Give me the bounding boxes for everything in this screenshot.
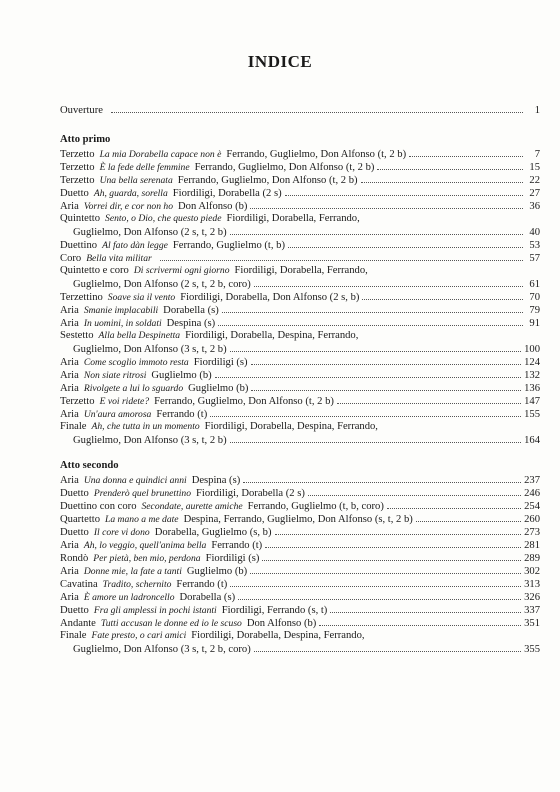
index-entry bbox=[60, 199, 540, 212]
page-number: 260 bbox=[524, 514, 540, 525]
index-entry-continuation bbox=[60, 642, 540, 655]
entry-roles: Fiordiligi, Dorabella, Despina, Ferrando, bbox=[185, 330, 359, 341]
dot-leader bbox=[308, 486, 521, 496]
dot-leader bbox=[215, 368, 521, 378]
index-entry bbox=[60, 160, 540, 173]
dot-leader bbox=[230, 577, 521, 587]
dot-leader bbox=[387, 499, 521, 509]
dot-leader bbox=[285, 186, 523, 196]
page-number: 337 bbox=[524, 605, 540, 616]
dot-leader bbox=[230, 225, 523, 235]
entry-roles: Fiordiligi (s) bbox=[193, 357, 248, 368]
entry-aria-title: Un'aura amorosa bbox=[83, 409, 152, 420]
page-number: 246 bbox=[524, 488, 540, 499]
index-entry bbox=[60, 147, 540, 160]
index-entry bbox=[60, 420, 540, 433]
act1-list bbox=[60, 147, 540, 446]
page-number: 302 bbox=[524, 566, 540, 577]
page-number: 155 bbox=[524, 409, 540, 420]
entry-aria-title: Sento, o Dio, che questo piede bbox=[105, 213, 222, 224]
entry-type: Terzetto bbox=[60, 175, 95, 186]
index-entry bbox=[60, 368, 540, 381]
entry-roles: Ferrando (t) bbox=[176, 579, 228, 590]
entry-type: Coro bbox=[60, 253, 82, 264]
entry-roles: Despina, Ferrando, Guglielmo, Don Alfonso (s, t, 2 b) bbox=[183, 514, 413, 525]
page-number: 57 bbox=[529, 253, 540, 264]
entry-aria-title: È la fede delle femmine bbox=[99, 162, 190, 173]
entry-type: Ouverture bbox=[60, 105, 103, 116]
dot-leader bbox=[416, 512, 521, 522]
entry-aria-title: In uomini, in soldati bbox=[83, 318, 162, 329]
page-number: 136 bbox=[524, 383, 540, 394]
dot-leader bbox=[319, 616, 521, 626]
page-number: 124 bbox=[524, 357, 540, 368]
entry-roles: Ferrando, Guglielmo, Don Alfonso (t, 2 b) bbox=[154, 396, 334, 407]
dot-leader bbox=[250, 564, 521, 574]
page-number: 100 bbox=[524, 344, 540, 355]
dot-leader bbox=[210, 407, 521, 417]
entry-aria-title: Fra gli amplessi in pochi istanti bbox=[93, 605, 217, 616]
entry-type: Aria bbox=[60, 370, 79, 381]
entry-type: Aria bbox=[60, 540, 79, 551]
entry-roles-continued: Guglielmo, Don Alfonso (3 s, t, 2 b) bbox=[73, 435, 227, 446]
entry-roles: Fiordiligi, Dorabella (2 s) bbox=[196, 488, 305, 499]
page-number: 164 bbox=[524, 435, 540, 446]
entry-roles-continued: Guglielmo, Don Alfonso (2 s, t, 2 b) bbox=[73, 227, 227, 238]
index-entry bbox=[60, 173, 540, 186]
entry-aria-title: E voi ridete? bbox=[99, 396, 150, 407]
dot-leader bbox=[230, 433, 522, 443]
entry-roles: Fiordiligi, Dorabella, Ferrando, bbox=[226, 213, 360, 224]
entry-aria-title: Smanie implacabili bbox=[83, 305, 159, 316]
index-entry bbox=[60, 525, 540, 538]
entry-roles-continued: Guglielmo, Don Alfonso (3 s, t, 2 b) bbox=[73, 344, 227, 355]
ouverture-entry bbox=[60, 103, 540, 116]
dot-leader bbox=[218, 316, 523, 326]
page-number: 326 bbox=[524, 592, 540, 603]
index-entry-continuation bbox=[60, 433, 540, 446]
page-number: 36 bbox=[529, 201, 540, 212]
index-entry bbox=[60, 186, 540, 199]
entry-type: Aria bbox=[60, 566, 79, 577]
entry-aria-title: Soave sia il vento bbox=[107, 292, 176, 303]
entry-roles: Ferrando, Guglielmo (t, b) bbox=[172, 240, 285, 251]
page-number: 313 bbox=[524, 579, 540, 590]
page-number: 147 bbox=[524, 396, 540, 407]
entry-aria-title: Ah, che tutta in un momento bbox=[91, 421, 200, 432]
entry-aria-title: Tutti accusan le donne ed io le scuso bbox=[100, 618, 242, 629]
entry-type: Aria bbox=[60, 318, 79, 329]
dot-leader bbox=[409, 147, 523, 157]
entry-roles: Ferrando, Guglielmo, Don Alfonso (t, 2 b) bbox=[194, 162, 375, 173]
page-number: 91 bbox=[529, 318, 540, 329]
index-entry bbox=[60, 616, 540, 629]
index-entry bbox=[60, 486, 540, 499]
index-entry bbox=[60, 329, 540, 342]
page-number: 1 bbox=[534, 105, 540, 116]
page-number: 15 bbox=[529, 162, 540, 173]
dot-leader bbox=[238, 590, 521, 600]
entry-type: Quintetto bbox=[60, 213, 101, 224]
entry-roles: Guglielmo (b) bbox=[188, 383, 249, 394]
entry-roles: Despina (s) bbox=[191, 475, 241, 486]
entry-roles: Dorabella (s) bbox=[179, 592, 236, 603]
entry-type: Terzetto bbox=[60, 162, 95, 173]
index-entry bbox=[60, 473, 540, 486]
entry-type: Rondò bbox=[60, 553, 89, 564]
entry-type: Finale bbox=[60, 630, 87, 641]
entry-type: Terzetto bbox=[60, 396, 95, 407]
entry-type: Duettino con coro bbox=[60, 501, 137, 512]
entry-aria-title: È amore un ladroncello bbox=[83, 592, 175, 603]
entry-aria-title: Per pietà, ben mio, perdona bbox=[93, 553, 201, 564]
index-entry-continuation bbox=[60, 225, 540, 238]
page-number: 254 bbox=[524, 501, 540, 512]
entry-type: Cavatina bbox=[60, 579, 98, 590]
entry-type: Finale bbox=[60, 421, 87, 432]
act2-heading: Atto secondo bbox=[60, 460, 119, 471]
dot-leader bbox=[243, 473, 521, 483]
page-number: 79 bbox=[529, 305, 540, 316]
entry-roles: Fiordiligi, Dorabella (2 s) bbox=[172, 188, 282, 199]
entry-roles: Dorabella (s) bbox=[163, 305, 219, 316]
dot-leader bbox=[160, 251, 523, 261]
entry-roles: Guglielmo (b) bbox=[186, 566, 248, 577]
entry-type: Aria bbox=[60, 592, 79, 603]
entry-aria-title: Al fato dàn legge bbox=[102, 240, 168, 251]
act2-list bbox=[60, 473, 540, 655]
page-number: 7 bbox=[534, 149, 540, 160]
dot-leader bbox=[288, 238, 523, 248]
dot-leader bbox=[262, 551, 521, 561]
entry-roles: Don Alfonso (b) bbox=[178, 201, 248, 212]
dot-leader bbox=[251, 355, 522, 365]
entry-roles: Ferrando, Guglielmo, Don Alfonso (t, 2 b) bbox=[226, 149, 407, 160]
index-entry bbox=[60, 629, 540, 642]
entry-roles: Fiordiligi (s) bbox=[205, 553, 260, 564]
dot-leader bbox=[337, 394, 521, 404]
entry-roles: Ferrando, Guglielmo, Don Alfonso (t, 2 b) bbox=[177, 175, 358, 186]
page-number: 351 bbox=[524, 618, 540, 629]
entry-aria-title: Secondate, aurette amiche bbox=[141, 501, 243, 512]
entry-type: Duettino bbox=[60, 240, 98, 251]
page-number: 40 bbox=[529, 227, 540, 238]
dot-leader bbox=[254, 277, 523, 287]
index-entries bbox=[60, 103, 540, 655]
index-entry bbox=[60, 590, 540, 603]
dot-leader bbox=[230, 342, 522, 352]
entry-aria-title: Prenderò quel brunettino bbox=[93, 488, 192, 499]
entry-type: Aria bbox=[60, 305, 79, 316]
dot-leader bbox=[111, 103, 523, 113]
index-entry bbox=[60, 290, 540, 303]
entry-aria-title: Rivolgete a lui lo sguardo bbox=[83, 383, 184, 394]
entry-aria-title: Ah, guarda, sorella bbox=[93, 188, 168, 199]
page-number: 22 bbox=[529, 175, 540, 186]
entry-aria-title: Non siate ritrosi bbox=[83, 370, 147, 381]
entry-type: Aria bbox=[60, 475, 79, 486]
entry-aria-title: Fate presto, o cari amici bbox=[91, 630, 187, 641]
entry-aria-title: Donne mie, la fate a tanti bbox=[83, 566, 182, 577]
page-number: 27 bbox=[529, 188, 540, 199]
entry-roles: Guglielmo (b) bbox=[151, 370, 212, 381]
entry-aria-title: Vorrei dir, e cor non ho bbox=[83, 201, 174, 212]
index-entry bbox=[60, 303, 540, 316]
page-number: 53 bbox=[529, 240, 540, 251]
entry-type: Aria bbox=[60, 409, 79, 420]
index-entry-continuation bbox=[60, 342, 540, 355]
index-entry bbox=[60, 251, 540, 264]
entry-type: Aria bbox=[60, 357, 79, 368]
entry-roles: Ferrando (t) bbox=[211, 540, 263, 551]
entry-type: Duetto bbox=[60, 188, 89, 199]
page-number: 61 bbox=[529, 279, 540, 290]
dot-leader bbox=[251, 381, 521, 391]
entry-roles: Fiordiligi, Dorabella, Ferrando, bbox=[234, 265, 368, 276]
index-entry bbox=[60, 355, 540, 368]
index-entry bbox=[60, 551, 540, 564]
page-number: 70 bbox=[529, 292, 540, 303]
index-entry bbox=[60, 316, 540, 329]
entry-roles: Despina (s) bbox=[166, 318, 216, 329]
entry-aria-title: La mia Dorabella capace non è bbox=[99, 149, 222, 160]
index-entry bbox=[60, 564, 540, 577]
entry-roles-continued: Guglielmo, Don Alfonso (3 s, t, 2 b, coro) bbox=[73, 644, 251, 655]
page-number: 273 bbox=[524, 527, 540, 538]
dot-leader bbox=[361, 173, 523, 183]
index-entry bbox=[60, 577, 540, 590]
entry-roles: Ferrando, Guglielmo (t, b, coro) bbox=[247, 501, 384, 512]
entry-roles: Dorabella, Guglielmo (s, b) bbox=[154, 527, 272, 538]
entry-roles: Ferrando (t) bbox=[156, 409, 208, 420]
entry-aria-title: La mano a me date bbox=[105, 514, 179, 525]
act1-heading: Atto primo bbox=[60, 134, 111, 145]
entry-type: Andante bbox=[60, 618, 96, 629]
index-entry bbox=[60, 512, 540, 525]
index-entry bbox=[60, 538, 540, 551]
entry-roles: Fiordiligi, Dorabella, Despina, Ferrando, bbox=[191, 630, 365, 641]
page-number: 132 bbox=[524, 370, 540, 381]
dot-leader bbox=[330, 603, 521, 613]
dot-leader bbox=[222, 303, 523, 313]
entry-aria-title: Come scoglio immoto resta bbox=[83, 357, 189, 368]
index-entry bbox=[60, 264, 540, 277]
entry-roles: Don Alfonso (b) bbox=[246, 618, 317, 629]
entry-type: Terzettino bbox=[60, 292, 103, 303]
entry-aria-title: Ah, lo veggio, quell'anima bella bbox=[83, 540, 207, 551]
index-entry bbox=[60, 212, 540, 225]
entry-aria-title: Una donna e quindici anni bbox=[83, 475, 187, 486]
index-entry bbox=[60, 603, 540, 616]
dot-leader bbox=[250, 199, 523, 209]
dot-leader bbox=[254, 642, 521, 652]
page-number: 355 bbox=[524, 644, 540, 655]
dot-leader bbox=[265, 538, 521, 548]
entry-roles: Fiordiligi, Ferrando (s, t) bbox=[221, 605, 328, 616]
page-number: 237 bbox=[524, 475, 540, 486]
entry-aria-title: Bella vita militar bbox=[86, 253, 152, 264]
entry-roles: Fiordiligi, Dorabella, Despina, Ferrando, bbox=[204, 421, 378, 432]
dot-leader bbox=[275, 525, 522, 535]
entry-aria-title: Tradito, schernito bbox=[102, 579, 172, 590]
entry-roles: Fiordiligi, Dorabella, Don Alfonso (2 s, b) bbox=[180, 292, 360, 303]
entry-type: Duetto bbox=[60, 488, 89, 499]
entry-type: Sestetto bbox=[60, 330, 94, 341]
entry-type: Quintetto e coro bbox=[60, 265, 129, 276]
entry-aria-title: Di scrivermi ogni giorno bbox=[133, 265, 230, 276]
index-entry bbox=[60, 238, 540, 251]
entry-type: Duetto bbox=[60, 527, 89, 538]
entry-type: Terzetto bbox=[60, 149, 95, 160]
page-number: 281 bbox=[524, 540, 540, 551]
entry-aria-title: Una bella serenata bbox=[99, 175, 173, 186]
index-entry-continuation bbox=[60, 277, 540, 290]
index-entry bbox=[60, 499, 540, 512]
dot-leader bbox=[362, 290, 523, 300]
entry-type: Duetto bbox=[60, 605, 89, 616]
entry-roles-continued: Guglielmo, Don Alfonso (2 s, t, 2 b, coro) bbox=[73, 279, 251, 290]
dot-leader bbox=[377, 160, 523, 170]
index-entry bbox=[60, 407, 540, 420]
index-entry bbox=[60, 394, 540, 407]
entry-type: Aria bbox=[60, 201, 79, 212]
entry-type: Quartetto bbox=[60, 514, 101, 525]
index-entry bbox=[60, 381, 540, 394]
page-title: INDICE bbox=[247, 52, 313, 71]
entry-type: Aria bbox=[60, 383, 79, 394]
entry-aria-title: Alla bella Despinetta bbox=[98, 330, 181, 341]
page-number: 289 bbox=[524, 553, 540, 564]
entry-aria-title: Il core vi dono bbox=[93, 527, 150, 538]
